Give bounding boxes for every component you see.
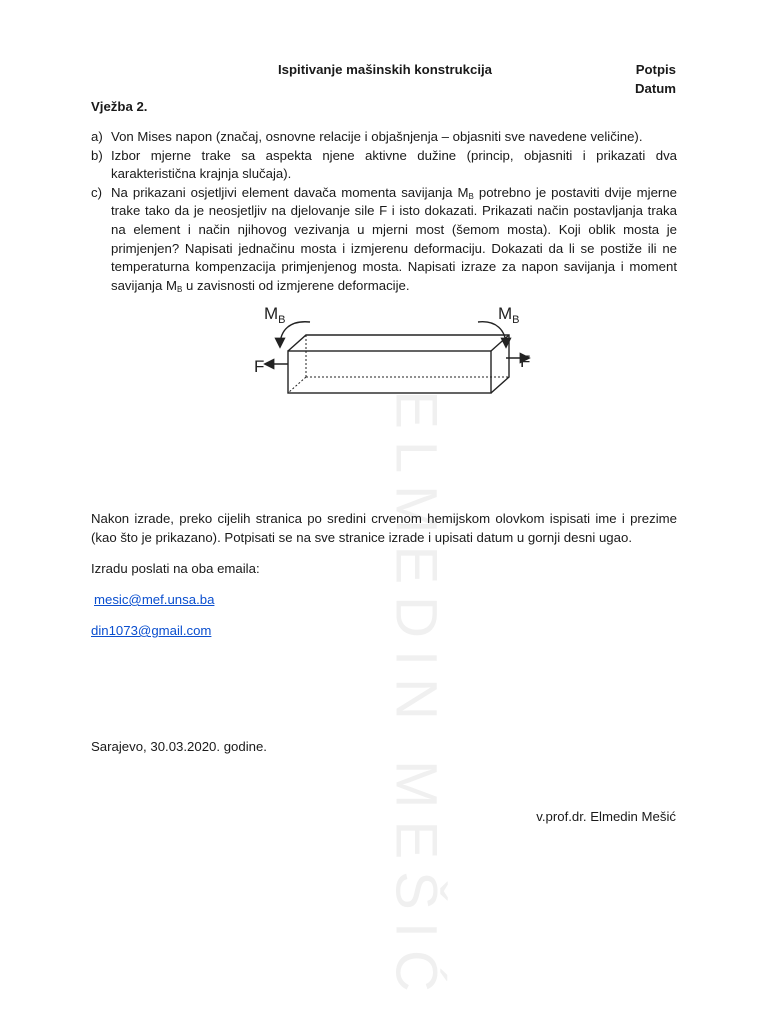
email-link-gmail[interactable]: din1073@gmail.com — [91, 623, 212, 638]
beam-figure — [252, 300, 536, 400]
task-label: b) — [91, 147, 103, 163]
task-text: Izbor mjerne trake sa aspekta njene aktivne dužine (princip, objasniti i prikazati dva karakteristična krajnja slučaja). — [111, 147, 677, 182]
task-text: Von Mises napon (značaj, osnovne relacije i objašnjenja – objasniti sve navedene veličine). — [111, 129, 643, 144]
place-date: Sarajevo, 30.03.2020. godine. — [91, 739, 267, 754]
task-label: c) — [91, 184, 102, 200]
subscript: B — [176, 284, 183, 294]
force-label-left: F — [254, 357, 265, 376]
exercise-title: Vježba 2. — [91, 99, 148, 114]
document-title: Ispitivanje mašinskih konstrukcija — [277, 62, 492, 77]
task-item-c — [91, 184, 677, 296]
email-link-mef[interactable]: mesic@mef.unsa.ba — [94, 592, 215, 607]
instructions-paragraph: Nakon izrade, preko cijelih stranica po sredini crvenom hemijskom olovkom ispisati ime i prezime (kao što je prikazano). Potpisati se na sve stranice izrade i upisati datum u gornji desni ugao. — [91, 511, 677, 545]
subscript: B — [468, 191, 474, 201]
name-watermark — [382, 390, 449, 1004]
signature-label: Potpis — [635, 62, 676, 77]
svg-text:ELMEDIN MEŠIĆ: ELMEDIN MEŠIĆ — [383, 390, 449, 1004]
task-label: a) — [91, 129, 103, 144]
date-label: Datum — [634, 81, 676, 96]
task-text-part: potrebno je postaviti dvije mjerne trake tako da je neosjetljiv na djelovanje sile F i isto dokazati. Prikazati način postavljanja traka na element i način njihovog vezivanja u mjerni most (šemom mosta). Koji oblik mosta je primjenjen? Napisati jednačinu mosta i izmjerenu deformaciju. Dokazati da li se postiže ili ne temperaturna kompenzacija primjenjenog mosta. Napisati izraze za napon savijanja i moment savijanja M — [111, 184, 677, 293]
moment-arrow-right — [478, 322, 506, 346]
task-item-b — [91, 147, 677, 184]
task-text-part: u zavisnosti od izmjerene deformacije. — [182, 277, 410, 293]
force-label-right: F — [520, 352, 531, 371]
task-text — [111, 184, 677, 296]
beam-outline — [288, 335, 509, 393]
moment-label-right: $M_B$ — [498, 304, 520, 326]
author-signature: v.prof.dr. Elmedin Mešić — [536, 809, 676, 824]
task-text-part: Na prikazani osjetljivi element davača momenta savijanja M — [111, 184, 469, 200]
send-label: Izradu poslati na oba emaila: — [91, 561, 260, 576]
task-list — [91, 128, 677, 295]
moment-label-left: $M_B$ — [264, 304, 286, 326]
task-item-a — [91, 128, 677, 147]
